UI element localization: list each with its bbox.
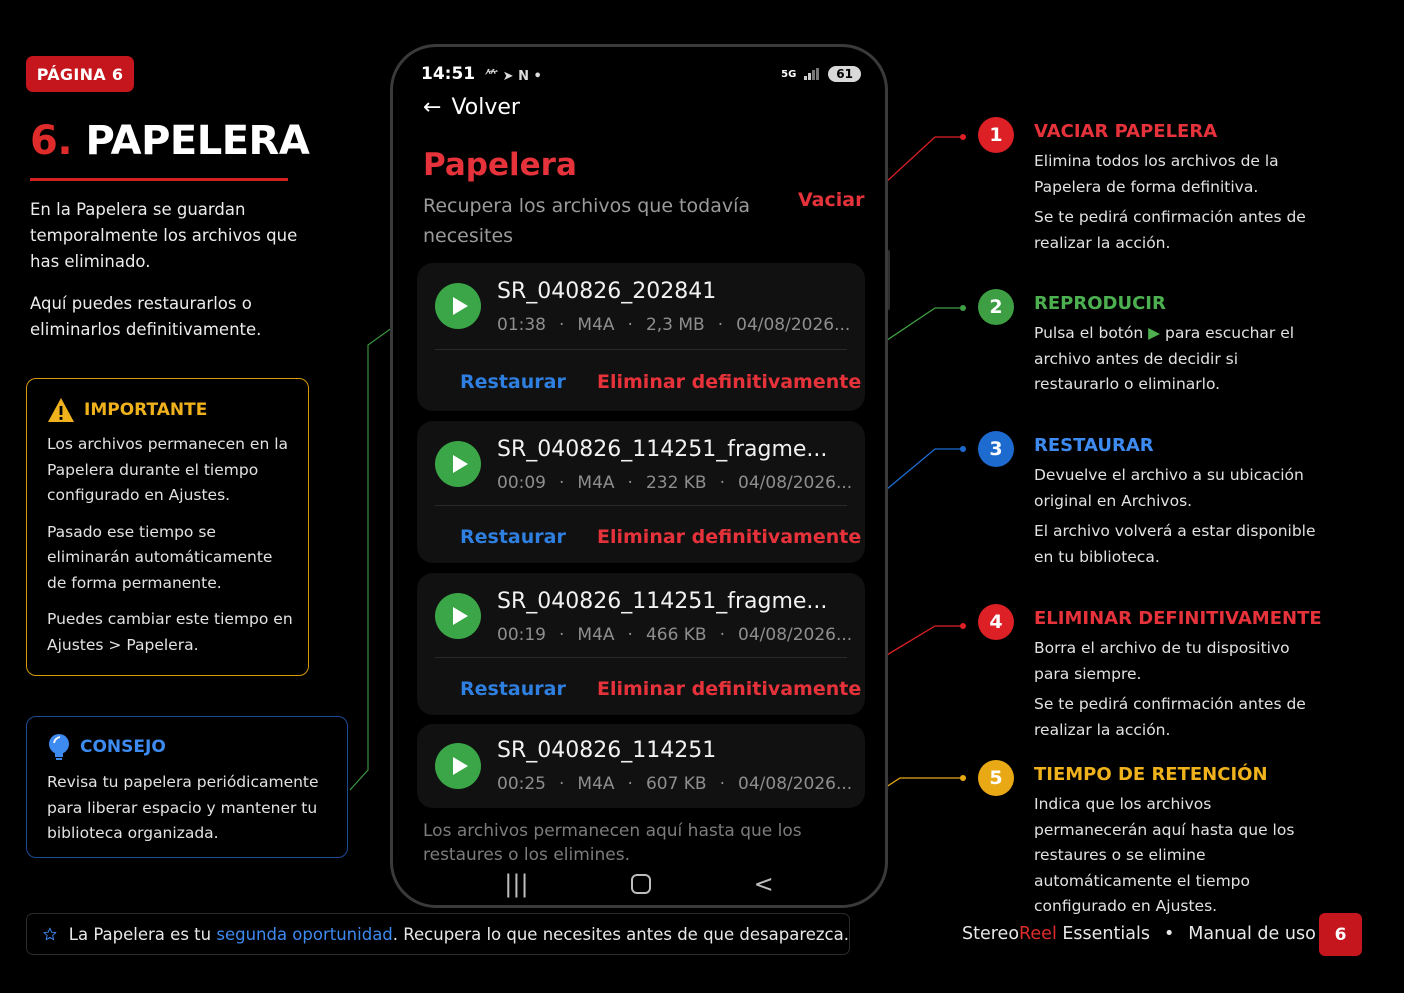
annotation-title: VACIAR PAPELERA	[1034, 121, 1218, 142]
play-icon[interactable]	[435, 743, 481, 789]
annotation-body: Pulsa el botón ▶ para escuchar el archivo antes de decidir si restaurarlo o eliminarlo.	[1034, 324, 1295, 393]
annotation-title: ELIMINAR DEFINITIVAMENTE	[1034, 608, 1322, 629]
delete-permanently-button[interactable]: Eliminar definitivamente	[597, 678, 862, 700]
annotation-badge: 1	[978, 117, 1014, 153]
screen-title: Papelera	[423, 147, 577, 183]
play-icon: ▶	[1148, 324, 1161, 342]
retention-note: Los archivos permanecen aquí hasta que los restaures o los elimines.	[423, 821, 802, 865]
important-box: IMPORTANTE Los archivos permanecen en la Papelera durante el tiempo configurado en Ajustes. Pasado ese tiempo se eliminarán automáticamente de forma permanente. Puedes cambiar este tiempo en Ajustes > Papelera.	[26, 378, 309, 676]
annotation-restore	[978, 431, 1378, 581]
annotation-body: Borra el archivo de tu dispositivo para siempre. Se te pedirá confirmación antes de realizar la acción.	[1034, 639, 1306, 739]
annotation-play	[978, 289, 1378, 409]
file-name: SR_040826_114251	[497, 738, 717, 763]
phone-frame	[390, 44, 888, 908]
divider	[435, 349, 847, 350]
delete-permanently-button[interactable]: Eliminar definitivamente	[597, 371, 862, 393]
annotation-title: RESTAURAR	[1034, 435, 1154, 456]
annotation-body: Devuelve el archivo a su ubicación original en Archivos. El archivo volverá a estar disponible en tu biblioteca.	[1034, 466, 1316, 566]
recents-nav-icon[interactable]: |||	[504, 870, 529, 898]
lightbulb-icon	[47, 733, 71, 761]
footer-tip: La Papelera es tu segunda oportunidad. Recupera lo que necesites antes de que desaparezca.	[26, 913, 850, 955]
file-name: SR_040826_114251_fragme...	[497, 437, 828, 462]
signal-icon	[804, 68, 820, 80]
warning-icon	[47, 397, 75, 423]
annotation-title: TIEMPO DE RETENCIÓN	[1034, 764, 1268, 785]
delete-permanently-button[interactable]: Eliminar definitivamente	[597, 526, 862, 548]
annotation-empty-trash	[978, 117, 1378, 267]
annotation-body: Elimina todos los archivos de la Papelera de forma definitiva. Se te pedirá confirmación antes de realizar la acción.	[1034, 152, 1306, 252]
restore-button[interactable]: Restaurar	[460, 678, 566, 700]
annotation-badge: 3	[978, 431, 1014, 467]
battery-indicator: 61	[828, 66, 861, 82]
file-meta: 00:19 · M4A · 466 KB · 04/08/2026...	[497, 625, 853, 645]
page-badge: PÁGINA 6	[26, 56, 134, 92]
page-title: 6. PAPELERA	[30, 118, 310, 164]
file-name: SR_040826_202841	[497, 279, 717, 304]
title-underline	[30, 178, 288, 181]
tip-heading: CONSEJO	[80, 737, 166, 757]
annotation-badge: 2	[978, 289, 1014, 325]
star-icon	[43, 921, 57, 947]
trash-item	[417, 421, 865, 563]
file-meta: 00:09 · M4A · 232 KB · 04/08/2026...	[497, 473, 853, 493]
play-icon[interactable]	[435, 283, 481, 329]
home-nav-icon[interactable]	[631, 874, 651, 894]
annotation-body: Indica que los archivos permanecerán aquí hasta que los restaures o se elimine automáticamente el tiempo configurado en Ajustes.	[1034, 795, 1295, 915]
restore-button[interactable]: Restaurar	[460, 526, 566, 548]
annotation-badge: 4	[978, 604, 1014, 640]
important-heading: IMPORTANTE	[84, 400, 208, 420]
trash-item	[417, 724, 865, 808]
page-number: 6	[1319, 913, 1362, 956]
screen-subtitle: Recupera los archivos que todavía necesites	[423, 195, 750, 247]
divider	[435, 505, 847, 506]
divider	[435, 657, 847, 658]
trash-item	[417, 263, 865, 411]
status-icons: ⺮ ➤ N •	[485, 68, 542, 84]
back-button[interactable]: ← Volver	[423, 95, 520, 120]
annotation-delete	[978, 604, 1378, 754]
brand-footer: StereoReel Essentials • Manual de uso	[962, 924, 1316, 944]
android-nav-bar	[393, 867, 885, 901]
play-icon[interactable]	[435, 593, 481, 639]
file-meta: 01:38 · M4A · 2,3 MB · 04/08/2026...	[497, 315, 851, 335]
restore-button[interactable]: Restaurar	[460, 371, 566, 393]
annotation-retention	[978, 760, 1378, 915]
file-name: SR_040826_114251_fragme...	[497, 589, 828, 614]
annotation-title: REPRODUCIR	[1034, 293, 1166, 314]
play-icon[interactable]	[435, 441, 481, 487]
tip-box: CONSEJO Revisa tu papelera periódicamente para liberar espacio y mantener tu biblioteca organizada.	[26, 716, 348, 858]
empty-trash-button[interactable]: Vaciar	[798, 189, 865, 211]
status-bar: 14:51 ⺮ ➤ N • 5G 61	[421, 61, 861, 87]
intro-text: En la Papelera se guardan temporalmente los archivos que has eliminado. Aquí puedes restaurarlos o eliminarlos definitivamente.	[30, 200, 298, 339]
trash-item	[417, 573, 865, 715]
file-meta: 00:25 · M4A · 607 KB · 04/08/2026...	[497, 774, 853, 794]
annotation-badge: 5	[978, 760, 1014, 796]
network-indicator: 5G	[781, 68, 797, 80]
back-nav-icon[interactable]: <	[753, 870, 774, 898]
arrow-left-icon: ←	[423, 95, 442, 120]
